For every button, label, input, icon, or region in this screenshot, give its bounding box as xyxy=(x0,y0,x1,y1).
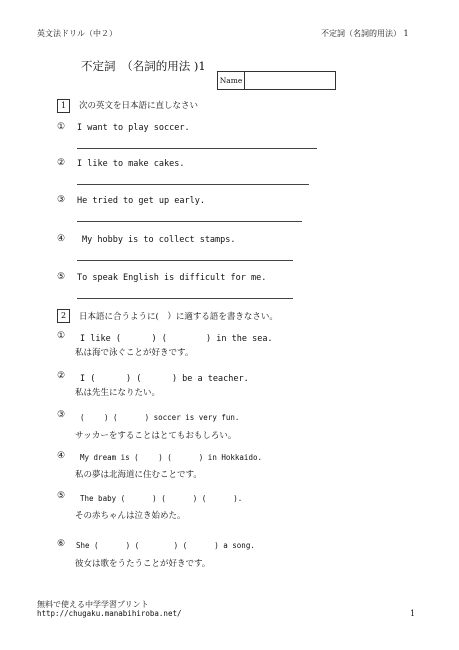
section-1-instruction: 次の英文を日本語に直しなさい xyxy=(79,101,199,111)
worksheet-title: 不定詞 （名詞的用法 )1 xyxy=(81,59,206,73)
japanese-sentence: 彼女は歌をうたうことが好きです。 xyxy=(75,559,211,569)
page-number: 1 xyxy=(410,609,416,618)
english-sentence: To speak English is difficult for me. xyxy=(77,273,267,283)
english-sentence: I ( ) ( ) be a teacher. xyxy=(80,374,249,384)
item-mark: ③ xyxy=(57,410,66,420)
answer-line[interactable] xyxy=(77,260,293,261)
item-mark: ⑤ xyxy=(57,491,66,501)
english-sentence: She ( ) ( ) ( ) a song. xyxy=(76,541,255,550)
answer-line[interactable] xyxy=(77,298,293,299)
section-1-number: 1 xyxy=(57,99,70,113)
footer-url[interactable]: http://chugaku.manabihiroba.net/ xyxy=(37,609,182,618)
japanese-sentence: 私の夢は北海道に住むことです。 xyxy=(75,470,202,480)
item-mark: ④ xyxy=(57,451,66,461)
english-sentence: I want to play soccer. xyxy=(77,123,190,133)
footer-site-name: 無料で使える中学学習プリント xyxy=(37,600,149,609)
japanese-sentence: サッカーをすることはとてもおもしろい。 xyxy=(75,431,237,441)
header-right: 不定詞（名詞的用法） 1 xyxy=(321,29,409,38)
english-sentence: ( ) ( ) soccer is very fun. xyxy=(80,413,240,422)
name-box xyxy=(217,71,336,90)
japanese-sentence: その赤ちゃんは泣き始めた。 xyxy=(75,511,186,521)
name-label: Name xyxy=(218,72,245,89)
header-left: 英文法ドリル（中２） xyxy=(37,29,117,38)
english-sentence: My dream is ( ) ( ) in Hokkaido. xyxy=(80,453,262,462)
answer-line[interactable] xyxy=(77,221,302,222)
section-2-instruction: 日本語に合うように( ）に適する語を書きなさい。 xyxy=(79,312,278,322)
item-mark: ① xyxy=(57,331,66,341)
answer-line[interactable] xyxy=(77,184,309,185)
english-sentence: The baby ( ) ( ) ( ). xyxy=(80,494,243,503)
english-sentence: I like to make cakes. xyxy=(77,159,185,169)
japanese-sentence: 私は海で泳ぐことが好きです。 xyxy=(75,348,194,358)
item-mark: ④ xyxy=(57,234,66,244)
item-mark: ① xyxy=(57,122,66,132)
english-sentence: My hobby is to collect stamps. xyxy=(82,235,236,245)
english-sentence: He tried to get up early. xyxy=(77,196,205,206)
item-mark: ⑤ xyxy=(57,272,66,282)
item-mark: ② xyxy=(57,158,66,168)
item-mark: ③ xyxy=(57,195,66,205)
japanese-sentence: 私は先生になりたい。 xyxy=(75,388,161,398)
english-sentence: I like ( ) ( ) in the sea. xyxy=(80,334,273,344)
item-mark: ② xyxy=(57,371,66,381)
section-2-number: 2 xyxy=(57,309,70,323)
answer-line[interactable] xyxy=(77,148,317,149)
item-mark: ⑥ xyxy=(57,539,66,549)
